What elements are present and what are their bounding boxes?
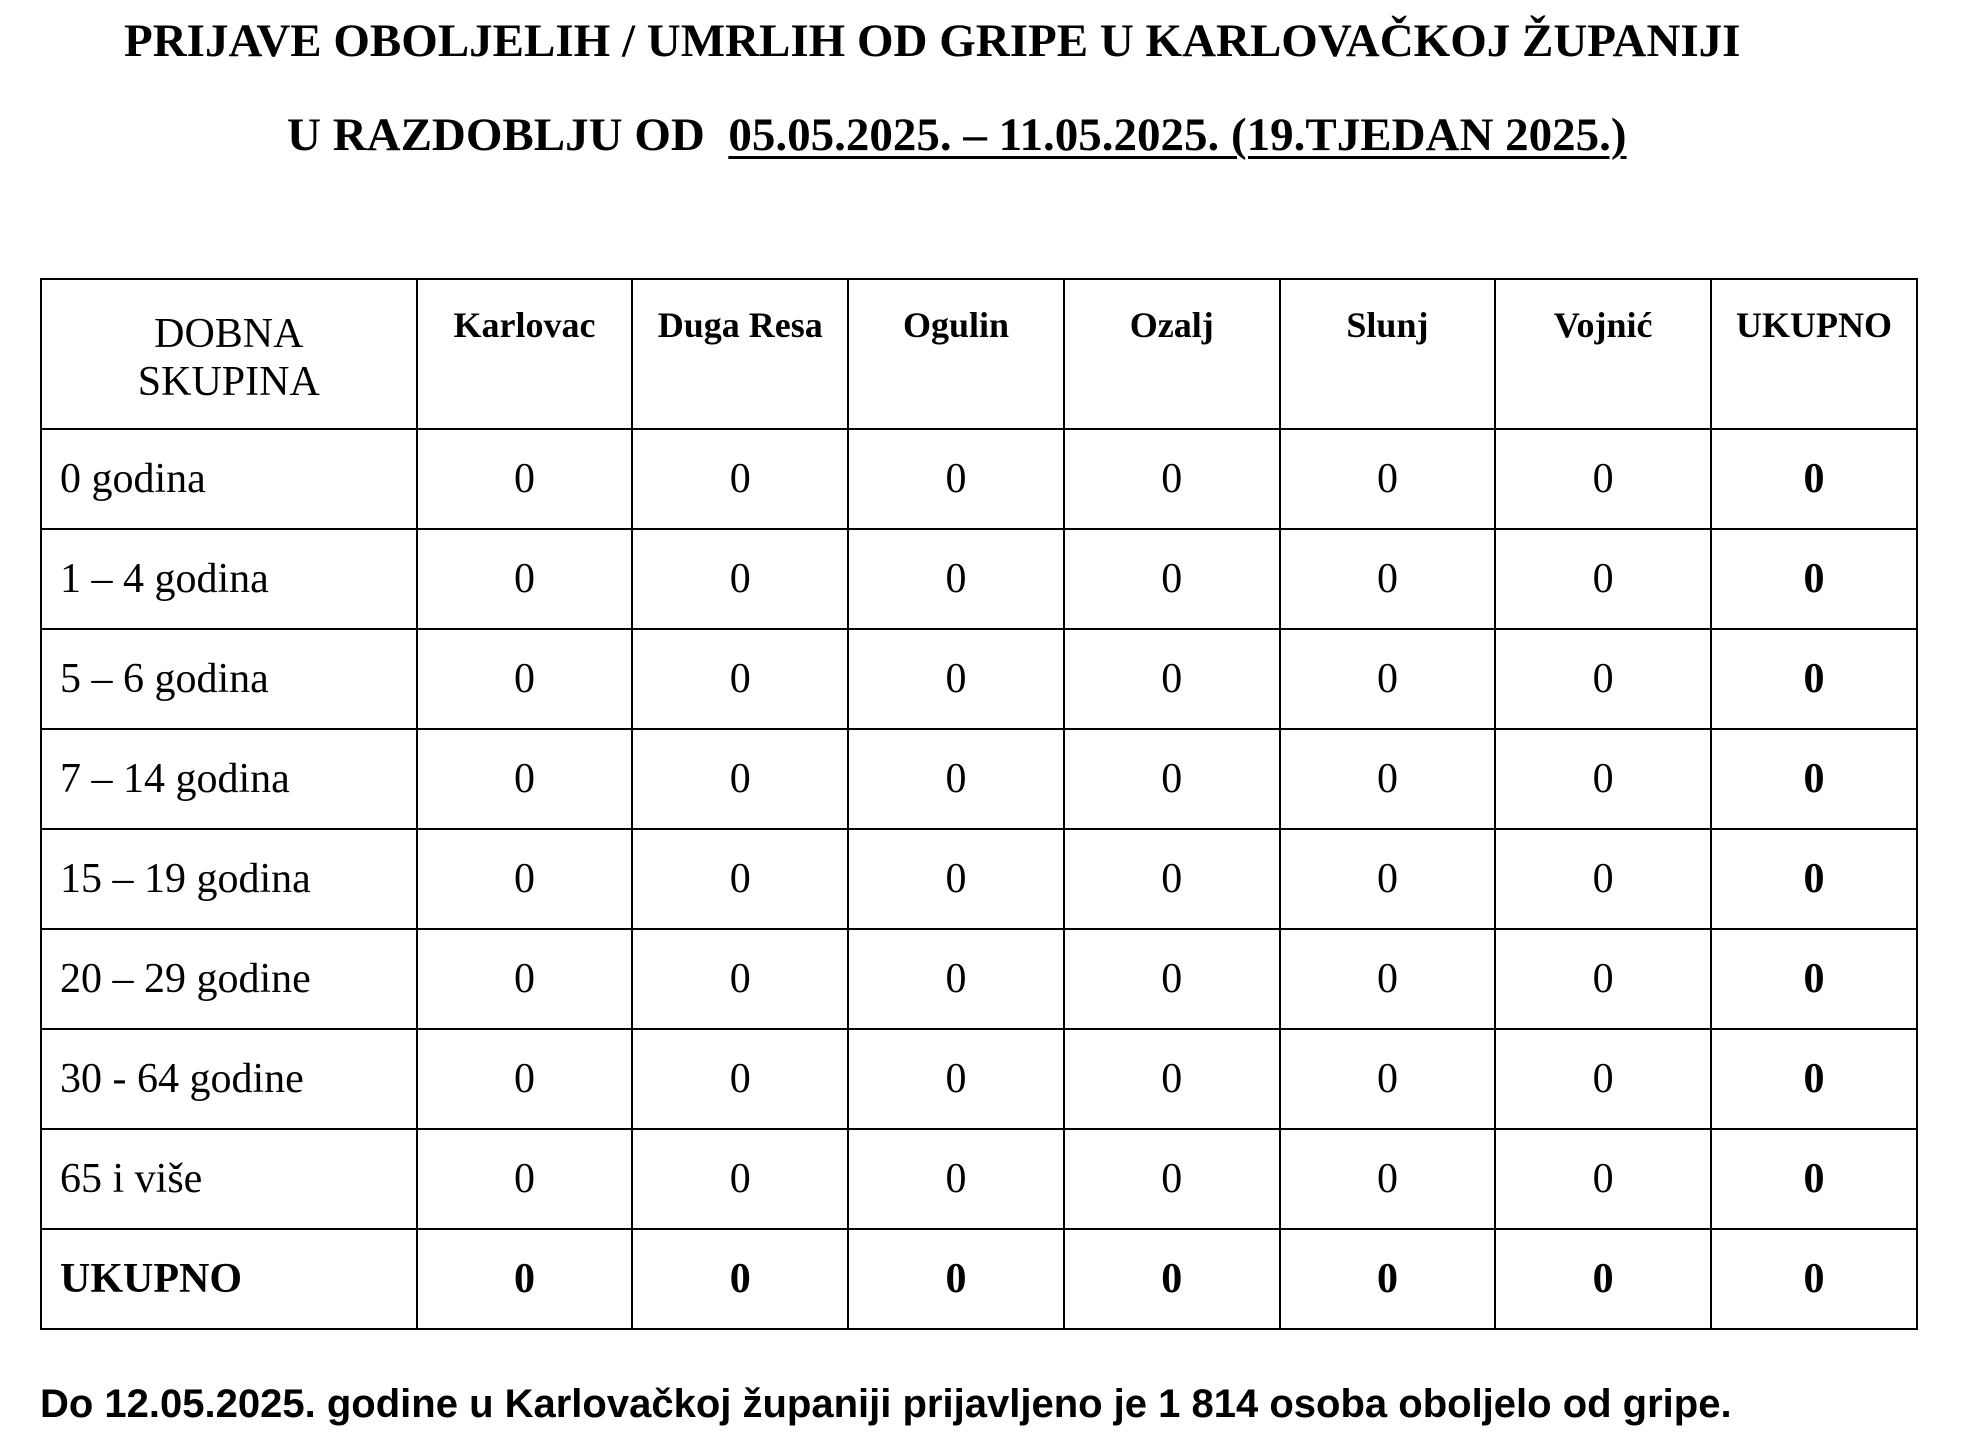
value-cell: 0 [632, 1129, 848, 1229]
value-cell: 0 [417, 529, 633, 629]
cumulative-note: Do 12.05.2025. godine u Karlovačkoj županiji prijavljeno je 1 814 osoba oboljelo od gripe. [40, 1382, 1732, 1426]
value-cell: 0 [1495, 929, 1711, 1029]
value-cell: 0 [1280, 629, 1496, 729]
grand-total-cell: 0 [1711, 1229, 1917, 1329]
header-row [41, 279, 1917, 429]
age-cell: 30 - 64 godine [41, 1029, 417, 1129]
value-cell: 0 [632, 729, 848, 829]
column-header-ozalj: Ozalj [1064, 279, 1280, 429]
age-cell: 20 – 29 godine [41, 929, 417, 1029]
table-row [41, 629, 1917, 729]
value-cell: 0 [848, 829, 1064, 929]
value-cell: 0 [632, 629, 848, 729]
row-total-cell: 0 [1711, 429, 1917, 529]
row-total-cell: 0 [1711, 1129, 1917, 1229]
value-cell: 0 [1495, 829, 1711, 929]
age-header-line2: SKUPINA [137, 359, 320, 405]
value-cell: 0 [1495, 629, 1711, 729]
age-cell: 1 – 4 godina [41, 529, 417, 629]
value-cell: 0 [1064, 629, 1280, 729]
value-cell: 0 [1280, 729, 1496, 829]
value-cell: 0 [848, 729, 1064, 829]
total-value-cell: 0 [1280, 1229, 1496, 1329]
value-cell: 0 [848, 529, 1064, 629]
row-total-cell: 0 [1711, 729, 1917, 829]
value-cell: 0 [1064, 729, 1280, 829]
value-cell: 0 [848, 1129, 1064, 1229]
value-cell: 0 [1495, 429, 1711, 529]
column-header-slunj: Slunj [1280, 279, 1496, 429]
page-title: PRIJAVE OBOLJELIH / UMRLIH OD GRIPE U KARLOVAČKOJ ŽUPANIJI [124, 15, 1741, 67]
age-cell: 5 – 6 godina [41, 629, 417, 729]
value-cell: 0 [1280, 929, 1496, 1029]
column-header-duga-resa: Duga Resa [632, 279, 848, 429]
value-cell: 0 [848, 429, 1064, 529]
value-cell: 0 [1064, 1129, 1280, 1229]
value-cell: 0 [632, 929, 848, 1029]
column-header-vojnic: Vojnić [1495, 279, 1711, 429]
value-cell: 0 [417, 429, 633, 529]
value-cell: 0 [848, 629, 1064, 729]
table-row [41, 429, 1917, 529]
value-cell: 0 [1280, 529, 1496, 629]
row-total-cell: 0 [1711, 1029, 1917, 1129]
table-row [41, 1129, 1917, 1229]
age-cell: 7 – 14 godina [41, 729, 417, 829]
column-header-ogulin: Ogulin [848, 279, 1064, 429]
column-header-ukupno: UKUPNO [1711, 279, 1917, 429]
value-cell: 0 [1064, 529, 1280, 629]
value-cell: 0 [417, 1029, 633, 1129]
value-cell: 0 [1064, 1029, 1280, 1129]
period-range: 05.05.2025. – 11.05.2025. (19.TJEDAN 2025.) [728, 109, 1627, 161]
value-cell: 0 [1064, 929, 1280, 1029]
value-cell: 0 [1064, 829, 1280, 929]
value-cell: 0 [1495, 529, 1711, 629]
total-value-cell: 0 [632, 1229, 848, 1329]
value-cell: 0 [1280, 429, 1496, 529]
value-cell: 0 [417, 929, 633, 1029]
row-total-cell: 0 [1711, 929, 1917, 1029]
value-cell: 0 [417, 629, 633, 729]
value-cell: 0 [632, 529, 848, 629]
period-title [287, 109, 1627, 161]
age-header-line1: DOBNA [154, 311, 304, 357]
age-cell: 65 i više [41, 1129, 417, 1229]
value-cell: 0 [632, 429, 848, 529]
total-value-cell: 0 [1064, 1229, 1280, 1329]
value-cell: 0 [1495, 1029, 1711, 1129]
total-value-cell: 0 [417, 1229, 633, 1329]
value-cell: 0 [1280, 829, 1496, 929]
value-cell: 0 [1495, 729, 1711, 829]
value-cell: 0 [1495, 1129, 1711, 1229]
period-prefix: U RAZDOBLJU OD [287, 109, 705, 161]
value-cell: 0 [632, 1029, 848, 1129]
flu-report-table [40, 278, 1918, 1330]
table-row [41, 1029, 1917, 1129]
value-cell: 0 [417, 829, 633, 929]
row-total-cell: 0 [1711, 629, 1917, 729]
age-cell: 0 godina [41, 429, 417, 529]
table-row [41, 929, 1917, 1029]
table-row [41, 729, 1917, 829]
total-value-cell: 0 [848, 1229, 1064, 1329]
value-cell: 0 [417, 1129, 633, 1229]
value-cell: 0 [848, 929, 1064, 1029]
age-group-header [41, 279, 417, 429]
value-cell: 0 [848, 1029, 1064, 1129]
total-label-cell: UKUPNO [41, 1229, 417, 1329]
total-row [41, 1229, 1917, 1329]
table-row [41, 829, 1917, 929]
value-cell: 0 [1064, 429, 1280, 529]
column-header-karlovac: Karlovac [417, 279, 633, 429]
row-total-cell: 0 [1711, 529, 1917, 629]
total-value-cell: 0 [1495, 1229, 1711, 1329]
value-cell: 0 [417, 729, 633, 829]
row-total-cell: 0 [1711, 829, 1917, 929]
table-row [41, 529, 1917, 629]
value-cell: 0 [632, 829, 848, 929]
value-cell: 0 [1280, 1129, 1496, 1229]
age-cell: 15 – 19 godina [41, 829, 417, 929]
value-cell: 0 [1280, 1029, 1496, 1129]
